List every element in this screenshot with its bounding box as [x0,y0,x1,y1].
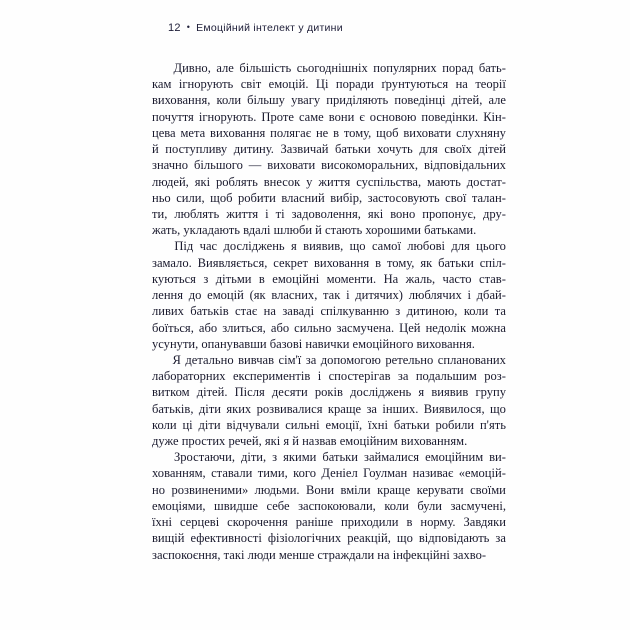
word: мають [427,174,461,189]
word: секрет [273,255,309,270]
word: Гоулман [363,466,408,481]
word: я [291,239,297,254]
word: сім'ї [278,352,302,367]
word: емоційні [272,271,320,286]
word: сьогоднішніх [296,61,368,75]
text-line [152,384,506,400]
text-line [152,255,506,271]
word: за [366,401,377,416]
word: Я [172,352,181,367]
word: батьки [393,417,430,432]
word: за [305,352,317,367]
word: спланованих [437,352,506,367]
text-line [152,157,506,173]
word: поступливу [165,142,228,157]
word: витком [152,385,190,400]
word: лення [152,288,184,303]
word: в [406,515,413,530]
text-line [152,141,506,157]
word: дитину. [233,142,274,157]
word: люблячих [408,288,462,303]
word: норму. [420,515,456,530]
word: заспокоювали, [298,498,376,513]
word: Зазвичай [280,142,329,157]
word: ці [182,417,193,432]
word: діти [198,401,221,416]
word: суспільства, [356,174,422,189]
word: їхні [368,417,389,432]
word: сильні [285,417,320,432]
word: Завдяки [463,515,506,530]
word: й [152,142,159,157]
text-line [152,352,506,368]
word: батьки [438,255,474,270]
word: дітей. [196,385,228,400]
word: раніше [295,515,334,530]
word: ігнорують. [198,109,257,124]
word: ливих [152,304,184,319]
word: дбай- [476,288,506,303]
text-line [152,287,506,303]
word: приділяють [326,93,389,108]
word: моменти. [326,271,377,286]
word: краще [377,482,411,497]
word: самої [371,239,401,254]
paragraph [152,449,506,563]
word: за [397,369,409,384]
word: основою [369,109,417,124]
word: недолік [425,320,467,335]
text-line [152,465,506,481]
word: слухняну [456,125,506,140]
word: високоморальних, [321,158,419,173]
word: інших. [382,401,419,416]
word: своїми [470,482,506,497]
word: скорочення [227,515,288,530]
word: як [420,255,433,270]
text-line [152,368,506,384]
word: Проте [261,109,294,124]
word: відповідають [418,531,490,546]
word: задоволення, [291,206,361,221]
word: Після [234,385,265,400]
word: — [248,158,262,173]
word: реакцій, [347,531,391,546]
word: час [199,239,218,254]
word: більшого [193,158,243,173]
paragraph [152,60,506,238]
word: щоб [210,190,233,205]
word: з [272,450,278,465]
word: пропонує, [422,206,477,221]
word: які [194,174,211,189]
word: в [375,255,382,270]
word: яких [226,401,252,416]
word: були [417,498,442,513]
word: більшу [247,93,285,108]
word: Ці [315,77,329,92]
word: виховання [313,255,370,270]
text-line [152,401,506,417]
word: досліджень [350,385,412,400]
word: замало. [152,255,192,270]
word: бать- [478,61,506,75]
word: сили, [176,190,205,205]
word: і [467,288,471,303]
word: Кін- [483,109,506,124]
word: детально [185,352,234,367]
word: спостерігав [328,369,391,384]
word: цього [476,239,506,254]
word: люблять [174,206,220,221]
word: життя [226,206,259,221]
word: але [488,93,506,108]
word: мета [180,125,206,140]
word: любові [407,239,445,254]
word: тими, [257,466,288,481]
word: виховання [210,125,266,140]
word: кого [293,466,316,481]
word: внесок [263,174,301,189]
word: вищій [152,531,185,546]
word: сильно [294,320,332,335]
word: ти, [152,206,168,221]
word: за [495,531,506,546]
text-line: заспокоєння, такі люди менше страждали на інфекційні захво- [152,547,487,562]
word: діти [198,417,221,432]
word: ґрунтуються [381,77,449,92]
word: поведінці [394,93,446,108]
word: хованням, [152,466,206,481]
word: ви- [489,450,506,465]
word: експериментів [232,369,311,384]
word: групу [475,385,506,400]
word: приходили [341,515,399,530]
word: но [152,482,165,497]
word: у [306,174,313,189]
word: людьми. [254,482,300,497]
word: в [258,271,265,286]
word: батьки [335,142,371,157]
word: полягає [270,125,312,140]
word: теорії [475,77,506,92]
word: спілкуванню [320,304,389,319]
word: щоб [376,125,399,140]
word: достат- [466,174,506,189]
word: дітьми [215,271,252,286]
word: і [346,288,350,303]
body-text-block [152,60,506,563]
paragraph [152,238,506,352]
word: тому, [386,255,415,270]
word: дитячих) [355,288,403,303]
word: дітей [478,142,506,157]
word: саме [298,109,324,124]
word: увагу [291,93,321,108]
word: діти, [240,450,267,465]
word: заваді [282,304,315,319]
word: виховати [403,125,452,140]
word: ефективності [190,531,262,546]
text-line [152,125,506,141]
word: свої [445,190,467,205]
word: та [494,304,506,319]
word: виявив [431,385,469,400]
word: жаль, [405,271,436,286]
word: боїться, [152,320,194,335]
word: або [198,320,218,335]
word: для [419,142,438,157]
word: значно [152,158,189,173]
text-line [152,482,506,498]
text-line [152,238,506,254]
word: і [265,206,269,221]
word: роз- [484,369,506,384]
word: називає [412,466,454,481]
word: світ [240,77,262,92]
text-line: дуже простих речей, які я й назвав емоційним вихованням. [152,434,468,449]
word: робили [435,417,475,432]
word: спіл- [479,255,506,270]
word: поради [335,77,374,92]
word: батьків [190,304,229,319]
text-line [152,498,506,514]
word: керувати [416,482,464,497]
word: коли [152,417,177,432]
word: ньо [152,190,171,205]
word: На [383,271,399,286]
word: вміли [340,482,371,497]
word: є [359,109,365,124]
word: став- [479,271,506,286]
word: так [323,288,341,303]
word: (як [249,288,266,303]
word: що [489,401,506,416]
word: розвиненими» [171,482,249,497]
word: Під [174,239,194,254]
word: себе [266,498,290,513]
word: що [349,239,366,254]
word: емоційним [425,450,484,465]
text-line [152,190,506,206]
word: які [367,206,384,221]
word: ті [275,206,285,221]
word: Цей [399,320,421,335]
word: серцеві [179,515,220,530]
word: життя [318,174,351,189]
word: для [451,239,470,254]
word: воно [390,206,416,221]
word: Вони [306,482,335,497]
header-separator-bullet: • [186,22,191,32]
word: Виявляється, [197,255,268,270]
word: не [315,125,329,140]
word: почуття [152,109,194,124]
text-line [152,303,506,319]
word: з [395,304,401,319]
word: на [263,304,276,319]
word: п'ять [479,417,506,432]
word: можна [471,320,506,335]
word: популярних [373,61,437,75]
word: емоціями, [152,498,206,513]
word: більшість [239,61,292,75]
word: цева [152,125,176,140]
word: з [203,271,209,286]
word: талан- [471,190,506,205]
word: порад [442,61,474,75]
word: фізіологічних [267,531,342,546]
word: розвивалися [256,401,323,416]
word: подальшим [415,369,477,384]
word: емоції, [325,417,363,432]
text-line [152,92,506,108]
word: Виявилося, [423,401,485,416]
running-header [168,22,343,34]
word: до [188,288,202,303]
book-title: Емоційний інтелект у дитини [196,22,343,34]
word: емоцій. [268,77,309,92]
word: кам [152,77,172,92]
text-line [152,174,506,190]
word: власний [281,190,325,205]
word: відповідальних [424,158,506,173]
word: років [314,385,343,400]
word: куються [152,271,196,286]
word: злиться, [222,320,266,335]
word: стає [235,304,258,319]
word: виявив, [303,239,344,254]
word: коли [463,304,489,319]
word: в [333,125,340,140]
word: досліджень [223,239,285,254]
word: я [418,385,425,400]
text-line [152,206,506,222]
word: хочуть [377,142,413,157]
word: коли [216,93,242,108]
text-line [152,60,506,76]
word: «емоцій- [458,466,506,481]
word: займалися [363,450,420,465]
word: десяти [271,385,308,400]
word: коли [384,498,409,513]
word: їхні [152,515,172,530]
word: робити [238,190,276,205]
word: вивчав [238,352,275,367]
word: Дивно, [173,61,211,75]
word: виховання, [152,93,211,108]
word: на [455,77,468,92]
word: дитиною, [406,304,458,319]
text-line: усунути, опанувавши базові навички емоційного виховання. [152,336,475,351]
text-line [152,109,506,125]
word: батьки [322,450,358,465]
word: ігнорують [178,77,234,92]
word: засмучені, [450,498,506,513]
text-line [152,530,506,546]
text-line [152,320,506,336]
word: засмучена. [336,320,395,335]
word: що [396,531,413,546]
word: Деніел [321,466,358,481]
word: краще [327,401,362,416]
word: дру- [483,206,506,221]
word: виховати [267,158,316,173]
text-line [152,76,506,92]
word: роблять [215,174,258,189]
word: людей, [152,174,189,189]
word: лабораторних [152,369,226,384]
word: емоцій [207,288,244,303]
word: ставали [211,466,253,481]
page-number: 12 [168,22,181,34]
paragraph [152,352,506,449]
word: ретельно [385,352,434,367]
text-line [152,271,506,287]
word: дітей, [451,93,483,108]
word: застосовують [367,190,440,205]
word: відчували [226,417,280,432]
text-line [152,514,506,530]
word: часто [442,271,472,286]
word: і [317,369,322,384]
word: Зростаючи, [173,450,235,465]
word: поведінки. [421,109,479,124]
word: вибір, [330,190,363,205]
word: швидше [214,498,258,513]
text-line [152,417,506,433]
word: батьків, [152,401,194,416]
word: або [270,320,290,335]
word: власних, [271,288,318,303]
word: своїх [444,142,472,157]
text-line: жать, укладають вдалі шлюби й стають хорошими батьками. [152,223,477,238]
word: якими [283,450,317,465]
text-line [152,449,506,465]
word: допомогою [320,352,381,367]
word: але [216,61,234,75]
word: тому, [343,125,372,140]
word: вони [328,109,355,124]
